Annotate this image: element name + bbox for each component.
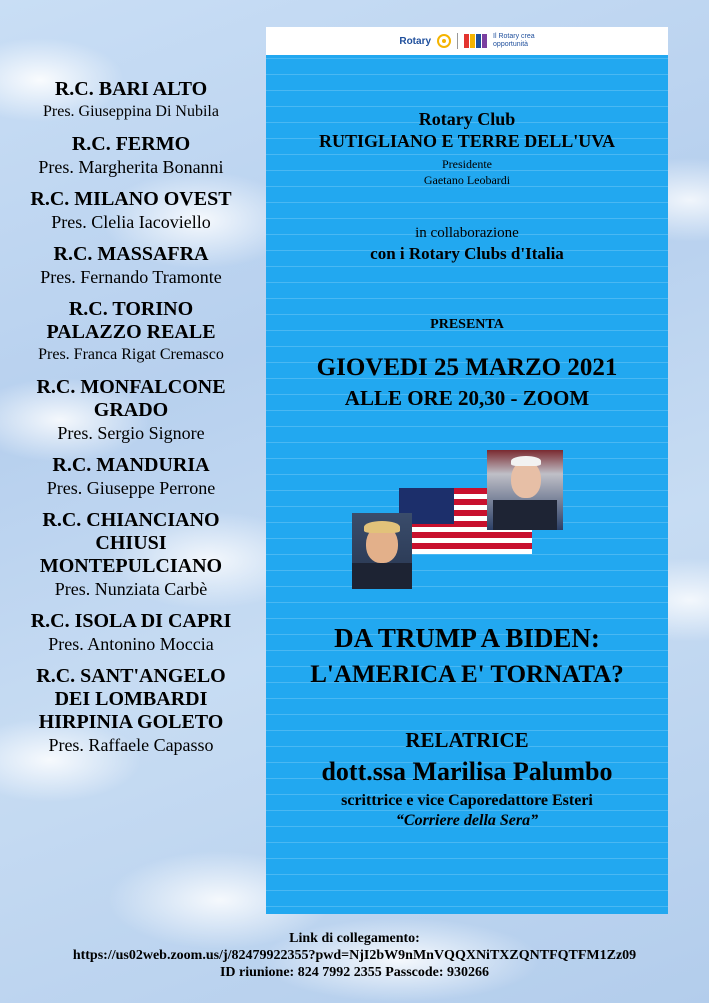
club-entry [0, 133, 262, 178]
speaker-newspaper: “Corriere della Sera” [395, 812, 539, 829]
club-president: Pres. Sergio Signore [57, 423, 205, 443]
club-president: Pres. Giuseppina Di Nubila [43, 103, 219, 120]
club-entry [0, 298, 262, 366]
zoom-link[interactable]: https://us02web.zoom.us/j/82479922355?pwd=NjI2bW9nMnVQQXNiTXZQNTFQTFM1Zz09 [72, 948, 637, 963]
politicians-collage [352, 447, 567, 592]
club-president: Pres. Clelia Iacoviello [51, 212, 211, 232]
club-president: Pres. Fernando Tramonte [40, 267, 222, 287]
club-name: R.C. MONFALCONE [36, 376, 226, 398]
club-entry [0, 610, 262, 655]
club-name: MONTEPULCIANO [39, 555, 223, 577]
event-date: GIOVEDI 25 MARZO 2021 [316, 354, 618, 381]
club-name: R.C. CHIANCIANO [42, 509, 220, 531]
club-entry [0, 188, 262, 233]
president-label: Presidente [442, 157, 492, 171]
club-entry [0, 78, 262, 123]
rotary-logo-bar [266, 27, 668, 55]
speaker-role: scrittrice e vice Caporedattore Esteri [341, 792, 593, 809]
club-name: R.C. SANT'ANGELO [36, 665, 226, 687]
event-time: ALLE ORE 20,30 - ZOOM [344, 386, 590, 410]
logo-block [476, 34, 481, 48]
club-name: R.C. MILANO OVEST [30, 188, 232, 210]
club-name: PALAZZO REALE [46, 321, 216, 343]
zoom-footer [0, 930, 709, 981]
club-name: R.C. FERMO [71, 133, 191, 155]
host-club-line-1: Rotary Club [418, 109, 516, 129]
rotary-wheel-icon [437, 34, 451, 48]
club-name: HIRPINIA GOLETO [38, 711, 224, 733]
club-name: R.C. TORINO [68, 298, 194, 320]
rotary-brand: Rotary [399, 35, 432, 47]
club-name: CHIUSI [95, 532, 167, 554]
tagline-line-2: opportunità [493, 41, 529, 48]
collaboration-label: in collaborazione [415, 225, 519, 241]
club-name: DEI LOMBARDI [54, 688, 208, 710]
collaboration-clubs: con i Rotary Clubs d'Italia [370, 244, 564, 263]
club-president: Pres. Nunziata Carbè [54, 579, 208, 599]
logo-block [464, 34, 469, 48]
talk-title-line-2: L'AMERICA E' TORNATA? [310, 661, 624, 688]
meeting-credentials: ID riunione: 824 7992 2355 Passcode: 930266 [219, 965, 490, 980]
club-entry [0, 454, 262, 499]
club-name: R.C. MASSAFRA [53, 243, 209, 265]
link-label: Link di collegamento: [289, 931, 420, 946]
club-president: Pres. Raffaele Capasso [48, 735, 214, 755]
tagline-line-1: Il Rotary crea [493, 33, 535, 40]
rotary-tagline [493, 33, 535, 49]
club-entry [0, 509, 262, 600]
participating-clubs-list [0, 78, 262, 766]
president-name: Gaetano Leobardi [423, 173, 511, 187]
club-name: GRADO [93, 399, 169, 421]
speaker-label: RELATRICE [405, 728, 529, 752]
club-entry [0, 376, 262, 444]
club-name: R.C. BARI ALTO [54, 78, 208, 100]
club-president: Pres. Antonino Moccia [48, 634, 214, 654]
talk-title-line-1: DA TRUMP A BIDEN: [334, 623, 600, 653]
club-name: R.C. ISOLA DI CAPRI [30, 610, 232, 632]
host-president [266, 156, 668, 188]
club-president: Pres. Franca Rigat Cremasco [38, 346, 224, 363]
event-panel [266, 27, 668, 914]
trump-portrait-image [352, 513, 412, 589]
host-club [266, 108, 668, 152]
club-president: Pres. Margherita Bonanni [38, 157, 224, 177]
host-club-line-2: RUTIGLIANO E TERRE DELL'UVA [319, 131, 615, 151]
club-president: Pres. Giuseppe Perrone [46, 478, 216, 498]
logo-divider [457, 33, 458, 49]
club-entry [0, 665, 262, 756]
club-entry [0, 243, 262, 288]
speaker-name: dott.ssa Marilisa Palumbo [321, 757, 613, 786]
opportunity-blocks-icon [464, 34, 487, 48]
biden-portrait-image [487, 450, 563, 530]
logo-block [470, 34, 475, 48]
club-name: R.C. MANDURIA [52, 454, 210, 476]
logo-block [482, 34, 487, 48]
presenta-label: PRESENTA [430, 317, 504, 332]
